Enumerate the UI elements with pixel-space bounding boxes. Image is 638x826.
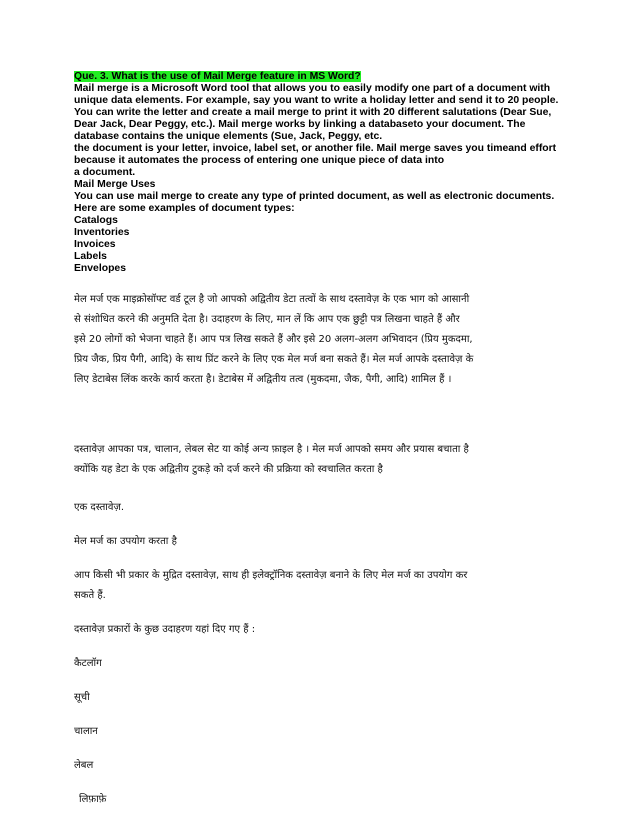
english-line: You can use mail merge to create any type of printed document, as well as electronic documents. <box>74 191 555 202</box>
english-line: You can write the letter and create a mail merge to print it with 20 different salutations (Dear Sue, <box>74 107 552 118</box>
list-item: Envelopes <box>74 263 126 274</box>
hindi-paragraph-1 <box>74 290 566 390</box>
english-line: unique data elements. For example, say you want to write a holiday letter and send it to 20 people. <box>74 95 559 106</box>
hindi-line: आप किसी भी प्रकार के मुद्रित दस्तावेज़, साथ ही इलेक्ट्रॉनिक दस्तावेज़ बनाने के लिए मेल मर्ज का उपयोग कर <box>74 570 468 581</box>
hindi-line: दस्तावेज़ आपका पत्र, चालान, लेबल सेट या कोई अन्य फ़ाइल है । मेल मर्ज आपको समय और प्रयास बचाता है <box>74 444 469 455</box>
english-line: Dear Jack, Dear Peggy, etc.). Mail merge works by linking a databaseto your document. The <box>74 119 526 130</box>
hindi-paragraph-2 <box>74 440 566 480</box>
list-item: Catalogs <box>74 215 118 226</box>
hindi-line: सकते हैं. <box>74 590 106 601</box>
list-item: Invoices <box>74 239 116 250</box>
uses-heading-en: Mail Merge Uses <box>74 179 156 190</box>
list-item: Inventories <box>74 227 130 238</box>
english-line: a document. <box>74 167 136 178</box>
hindi-line: मेल मर्ज एक माइक्रोसॉफ्ट वर्ड टूल है जो आपको अद्वितीय डेटा तत्वों के साथ दस्तावेज़ के एक भाग को आसानी <box>74 294 470 305</box>
question-highlight: Que. 3. What is the use of Mail Merge feature in MS Word? <box>74 71 361 82</box>
english-section <box>74 71 574 275</box>
hindi-section <box>74 290 566 810</box>
hindi-line: क्योंकि यह डेटा के एक अद्वितीय टुकड़े को दर्ज करने की प्रक्रिया को स्वचालित करता है <box>74 464 383 475</box>
hindi-uses-paragraph <box>74 566 566 606</box>
hindi-examples-intro: दस्तावेज़ प्रकारों के कुछ उदाहरण यहां दिए गए हैं : <box>74 624 256 635</box>
english-line: because it automates the process of entering one unique piece of data into <box>74 155 445 166</box>
hindi-line: इसे 20 लोगों को भेजना चाहते हैं। आप पत्र लिख सकते हैं और इसे 20 अलग-अलग अभिवादन (प्रिय मुकदमा, <box>74 334 473 345</box>
hindi-list-item: चालान <box>74 726 98 737</box>
english-line: database contains the unique elements (Sue, Jack, Peggy, etc. <box>74 131 383 142</box>
hindi-list-item: सूची <box>74 692 90 703</box>
question-heading <box>74 71 574 83</box>
hindi-line: से संशोधित करने की अनुमति देता है। उदाहरण के लिए, मान लें कि आप एक छुट्टी पत्र लिखना चाहते हैं और <box>74 314 460 325</box>
english-line: the document is your letter, invoice, label set, or another file. Mail merge saves you timeand effort <box>74 143 557 154</box>
hindi-line: प्रिय जैक, प्रिय पैगी, आदि) के साथ प्रिंट करने के लिए एक मेल मर्ज बना सकते हैं। मेल मर्ज आपके दस्तावेज़ के <box>74 354 474 365</box>
list-item: Labels <box>74 251 107 262</box>
hindi-list-item: लेबल <box>74 760 94 771</box>
english-line: Here are some examples of document types: <box>74 203 295 214</box>
hindi-list-item: लिफ़ाफ़े <box>79 794 107 805</box>
hindi-uses-heading: मेल मर्ज का उपयोग करता है <box>74 536 177 547</box>
english-line: Mail merge is a Microsoft Word tool that allows you to easily modify one part of a document with <box>74 83 551 94</box>
hindi-line: लिए डेटाबेस लिंक करके कार्य करता है। डेटाबेस में अद्वितीय तत्व (मुकदमा, जैक, पैगी, आदि) शामिल हैं । <box>74 374 452 385</box>
hindi-doc-line: एक दस्तावेज़. <box>74 502 125 513</box>
hindi-list-item: कैटलॉग <box>74 658 102 669</box>
